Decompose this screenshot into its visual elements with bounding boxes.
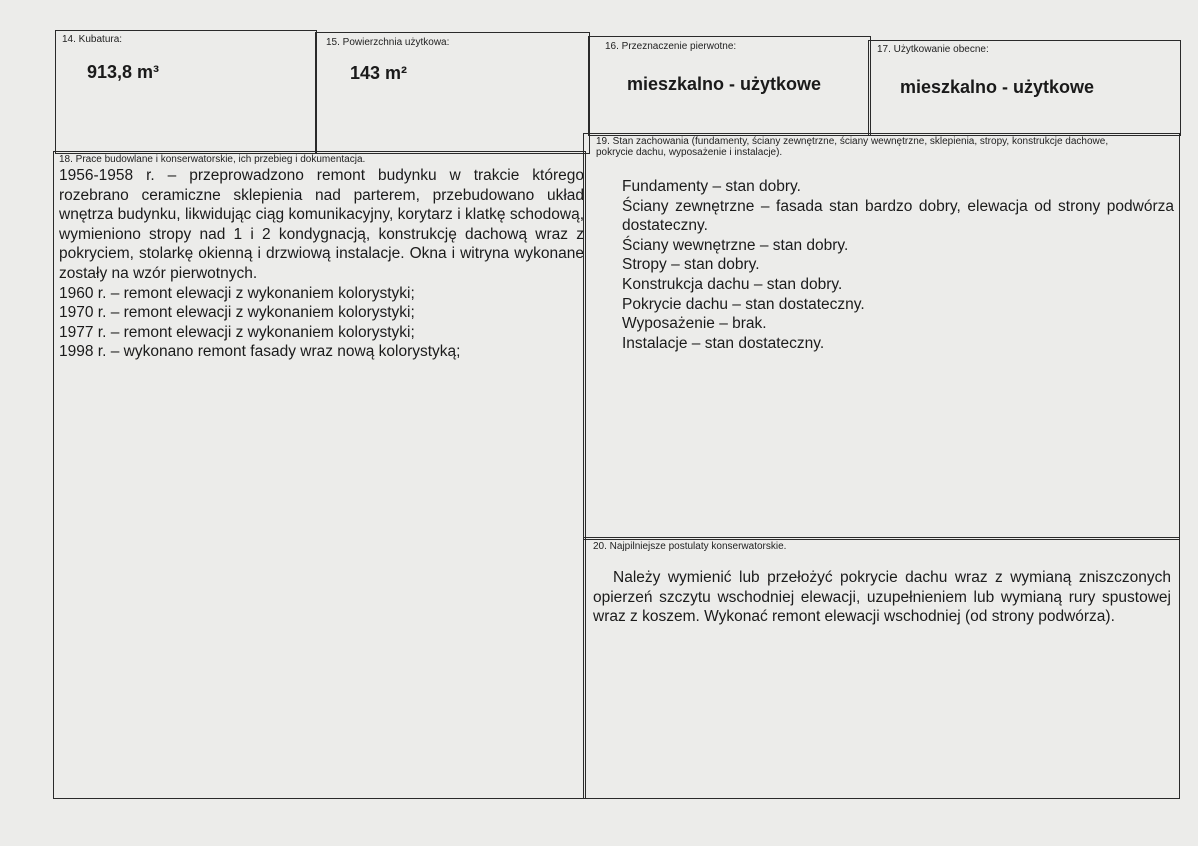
field-19-item-fundamenty: Fundamenty – stan dobry. [622, 178, 801, 195]
field-18-box [53, 151, 586, 799]
field-18-line-1977: 1977 r. – remont elewacji z wykonaniem kolorystyki; [59, 323, 415, 341]
field-16-value: mieszkalno - użytkowe [627, 74, 822, 94]
field-17-box [868, 40, 1181, 136]
field-18-paragraph: 1956-1958 r. – przeprowadzono remont budynku w trakcie którego rozebrano ceramiczne sklepienia nad parterem, przebudowano układ wnętrza budynku, likwidując ciąg komunikacyjny, korytarz i klatkę schodową, wymieniono stropy nad 1 i 2 kondygnacją, konstrukcję dachową wraz z pokryciem, stolarkę okienną i drzwiową instalacje. Okna i witryna wykonane zostały na wzór pierwotnych. [59, 167, 584, 282]
field-14-value: 913,8 m³ [87, 62, 160, 82]
field-19-content [622, 177, 1174, 353]
field-16-label: 16. Przeznaczenie pierwotne: [605, 41, 737, 52]
field-19-item-stropy: Stropy – stan dobry. [622, 256, 760, 274]
field-15-label: 15. Powierzchnia użytkowa: [326, 37, 450, 48]
field-18-label: 18. Prace budowlane i konserwatorskie, ich przebieg i dokumentacja. [59, 154, 366, 165]
field-19-box [583, 133, 1180, 540]
field-18-content [59, 166, 584, 362]
field-15-box [315, 32, 590, 154]
field-19-label: 19. Stan zachowania (fundamenty, ściany zewnętrzne, ściany wewnętrzne, sklepienia, stropy, konstrukcje dachowe, pokrycie dachu, wyposażenie i instalacje). [596, 136, 1109, 158]
field-19-item-sciany-zewnetrzne: Ściany zewnętrzne – fasada stan bardzo dobry, elewacja od strony podwórza dostateczny. [622, 197, 1174, 235]
field-14-box [55, 30, 317, 154]
field-17-value: mieszkalno - użytkowe [900, 77, 1095, 97]
field-19-item-wyposazenie: Wyposażenie – brak. [622, 315, 767, 333]
field-15-value: 143 m² [350, 63, 408, 83]
field-20-label: 20. Najpilniejsze postulaty konserwatorskie. [593, 541, 787, 552]
field-19-item-pokrycie-dachu: Pokrycie dachu – stan dostateczny. [622, 295, 865, 313]
field-20-box [583, 537, 1180, 799]
field-18-line-1970: 1970 r. – remont elewacji z wykonaniem kolorystyki; [59, 304, 415, 322]
field-18-line-1998: 1998 r. – wykonano remont fasady wraz nową kolorystyką; [59, 343, 461, 361]
field-19-item-konstrukcja-dachu: Konstrukcja dachu – stan dobry. [622, 275, 843, 293]
field-14-label: 14. Kubatura: [62, 34, 123, 45]
field-20-paragraph: Należy wymienić lub przełożyć pokrycie dachu wraz z wymianą zniszczonych opierzeń szczytu wschodniej elewacji, uzupełnieniem lub wymianą rury spustowej wraz z koszem. Wykonać remont elewacji wschodniej (od strony podwórza). [593, 569, 1171, 626]
field-19-item-instalacje: Instalacje – stan dostateczny. [622, 334, 825, 352]
field-19-item-sciany-wewnetrzne: Ściany wewnętrzne – stan dobry. [622, 236, 849, 254]
field-17-label: 17. Użytkowanie obecne: [877, 44, 989, 55]
field-18-line-1960: 1960 r. – remont elewacji z wykonaniem kolorystyki; [59, 284, 415, 302]
field-16-box [588, 36, 871, 136]
